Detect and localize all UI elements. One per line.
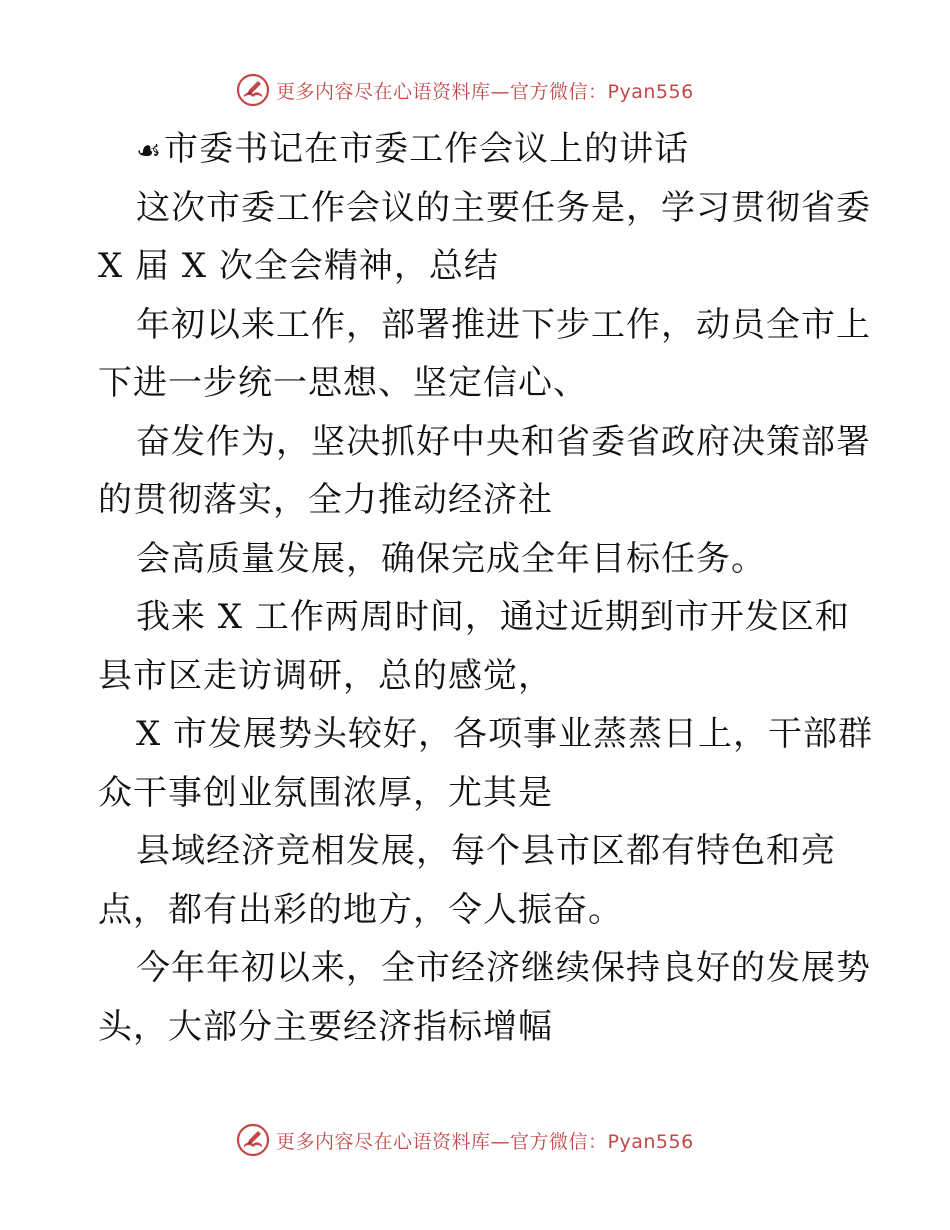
paragraph-line: 会高质量发展，确保完成全年目标任务。: [136, 538, 766, 579]
footer-banner: [236, 1122, 716, 1158]
paragraph-line: 今年年初以来，全市经济继续保持良好的发展势: [136, 948, 871, 988]
fleuron-icon: ☙: [136, 134, 163, 167]
paragraph-line: 众干事创业氛围浓厚，尤其是: [98, 772, 553, 813]
paragraph-line: 我来 X 工作两周时间，通过近期到市开发区和: [136, 597, 850, 637]
document-body: [98, 120, 874, 1056]
paragraph-line: 头，大部分主要经济指标增幅: [98, 1006, 553, 1047]
paragraph-line: 县市区走访调研，总的感觉，: [98, 655, 553, 696]
book-pen-logo-icon: [236, 1123, 270, 1157]
paragraph-line: X 届 X 次全会精神，总结: [98, 246, 499, 286]
paragraph-line: 奋发作为，坚决抓好中央和省委省政府决策部署: [136, 421, 871, 462]
paragraph-line: 这次市委工作会议的主要任务是，学习贯彻省委: [136, 187, 871, 228]
paragraph-line: 下进一步统一思想、坚定信心、: [98, 363, 588, 403]
document-title: [98, 120, 858, 179]
paragraph-line: 点，都有出彩的地方，令人振奋。: [98, 889, 623, 930]
paragraph-line: 县域经济竞相发展，每个县市区都有特色和亮: [136, 831, 836, 871]
paragraph-line: 的贯彻落实，全力推动经济社: [98, 480, 553, 520]
banner-text: 更多内容尽在心语资料库—官方微信：Pyan556: [276, 1130, 694, 1153]
paragraph-line: 年初以来工作，部署推进下步工作，动员全市上: [136, 304, 871, 345]
book-pen-logo-icon: [236, 73, 270, 107]
header-banner: [236, 72, 716, 108]
banner-text: 更多内容尽在心语资料库—官方微信：Pyan556: [276, 80, 694, 103]
paragraph-line: X 市发展势头较好，各项事业蒸蒸日上，干部群: [136, 714, 874, 754]
title-text: 市委书记在市委工作会议上的讲话: [164, 129, 690, 169]
